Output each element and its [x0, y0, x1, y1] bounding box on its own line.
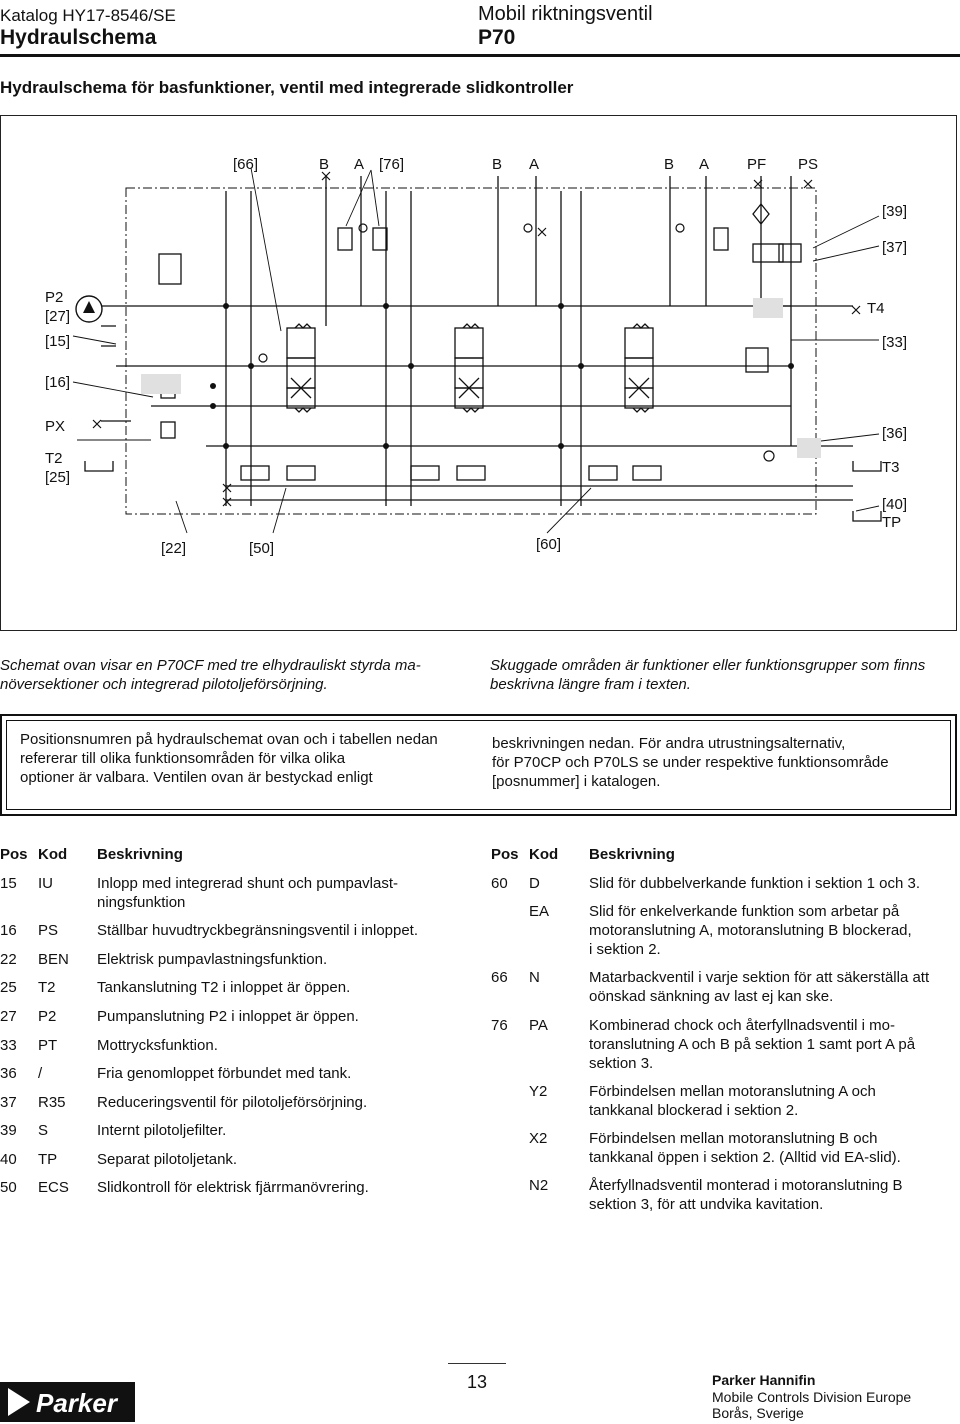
table-row-kod: TP	[38, 1151, 58, 1168]
table-row-kod: ECS	[38, 1179, 69, 1196]
label-66: [66]	[233, 156, 259, 173]
table-row-pos: 36	[0, 1065, 17, 1082]
section-name: Hydraulschema	[0, 26, 157, 49]
label-33: [33]	[882, 334, 908, 351]
table-row-desc: sektion 3, för att undvika kavitation.	[589, 1196, 824, 1213]
info-line: refererar till olika funktionsområden för vilka olika	[20, 750, 346, 767]
page-number: 13	[466, 1372, 488, 1392]
table-row-pos: 76	[491, 1017, 508, 1034]
table-row-kod: P2	[38, 1008, 57, 1025]
table-row-desc: Återfyllnadsventil monterad i motoranslutning B	[589, 1177, 903, 1194]
table-row-desc: Internt pilotoljefilter.	[97, 1122, 227, 1139]
table-row-pos: 15	[0, 875, 17, 892]
table-row-kod: /	[38, 1065, 43, 1082]
label-36: [36]	[882, 425, 908, 442]
table-row-desc: tankkanal blockerad i sektion 2.	[589, 1102, 799, 1119]
caption-right-line: beskrivna längre fram i texten.	[490, 676, 691, 693]
table-row-kod: EA	[529, 903, 550, 920]
table-row-pos: 40	[0, 1151, 17, 1168]
label-b-1: B	[319, 156, 330, 173]
caption-left	[0, 656, 470, 694]
label-15: [15]	[45, 333, 71, 350]
table-left-header-kod: Kod	[38, 846, 68, 863]
label-t2: T2	[45, 450, 63, 467]
table-row-pos: 66	[491, 969, 508, 986]
info-text-left	[20, 730, 470, 787]
catalog-number: Katalog HY17-8546/SE	[0, 6, 176, 25]
label-25: [25]	[45, 469, 71, 486]
table-row-desc: Elektrisk pumpavlastningsfunktion.	[97, 951, 328, 968]
table-left-header-pos: Pos	[0, 846, 28, 863]
table-right-header-kod: Kod	[529, 846, 559, 863]
info-box	[0, 714, 957, 816]
schematic-frame	[0, 115, 957, 631]
label-a-3: A	[699, 156, 710, 173]
table-row-desc: motoranslutning A, motoranslutning B blockerad,	[589, 922, 912, 939]
table-row-desc: Slidkontroll för elektrisk fjärrmanövrering.	[97, 1179, 369, 1196]
table-row-desc: Förbindelsen mellan motoranslutning B och	[589, 1130, 878, 1147]
table-row-desc: ningsfunktion	[97, 894, 186, 911]
table-row-pos: 25	[0, 979, 17, 996]
parker-logo	[0, 1378, 135, 1424]
table-row-pos: 16	[0, 922, 17, 939]
label-37: [37]	[882, 239, 908, 256]
caption-left-line: Schemat ovan visar en P70CF med tre elhydrauliskt styrda ma-	[0, 657, 421, 674]
info-line: [posnummer] i katalogen.	[492, 773, 661, 790]
caption-left-line: növersektioner och integrerad pilotoljeförsörjning.	[0, 676, 328, 693]
label-t4: T4	[867, 300, 885, 317]
label-a-1: A	[354, 156, 365, 173]
table-row-kod: IU	[38, 875, 53, 892]
table-row-pos: 22	[0, 951, 17, 968]
table-row-desc: Inlopp med integrerad shunt och pumpavlast-	[97, 875, 399, 892]
table-row-desc: Matarbackventil i varje sektion för att säkerställa att	[589, 969, 930, 986]
page-number-box	[448, 1363, 506, 1398]
table-left-header-desc: Beskrivning	[97, 846, 183, 863]
label-tp: TP	[882, 514, 902, 531]
table-row-desc: Reduceringsventil för pilotoljeförsörjning.	[97, 1094, 368, 1111]
label-22: [22]	[161, 540, 187, 557]
label-60: [60]	[536, 536, 562, 553]
label-76: [76]	[379, 156, 405, 173]
table-row-desc: Fria genomloppet förbundet med tank.	[97, 1065, 352, 1082]
label-px: PX	[45, 418, 66, 435]
info-line: beskrivningen nedan. För andra utrustningsalternativ,	[492, 735, 846, 752]
table-row-desc: Pumpanslutning P2 i inloppet är öppen.	[97, 1008, 359, 1025]
label-t3: T3	[882, 459, 900, 476]
table-row-pos: 27	[0, 1008, 17, 1025]
parker-logo-wordmark: Parker	[36, 1388, 117, 1418]
table-row-desc: Ställbar huvudtryckbegränsningsventil i inloppet.	[97, 922, 419, 939]
table-row-kod: X2	[529, 1130, 548, 1147]
table-row-kod: PS	[38, 922, 59, 939]
table-row-kod: Y2	[529, 1083, 548, 1100]
label-50: [50]	[249, 540, 275, 557]
table-row-desc: Separat pilotoljetank.	[97, 1151, 238, 1168]
table-right-header-pos: Pos	[491, 846, 519, 863]
table-row-desc: toranslutning A och B på sektion 1 samt port A på	[589, 1036, 916, 1053]
label-39: [39]	[882, 203, 908, 220]
table-row-kod: R35	[38, 1094, 66, 1111]
hydraulic-schematic	[1, 116, 956, 630]
table-row-desc: Slid för dubbelverkande funktion i sektion 1 och 3.	[589, 875, 921, 892]
label-b-2: B	[492, 156, 503, 173]
table-row-desc: Kombinerad chock och återfyllnadsventil i mo-	[589, 1017, 895, 1034]
caption-right-line: Skuggade områden är funktioner eller funktionsgrupper som finns	[490, 657, 926, 674]
table-row-kod: D	[529, 875, 540, 892]
table-row-kod: N2	[529, 1177, 549, 1194]
label-a-2: A	[529, 156, 540, 173]
page-title: Hydraulschema för basfunktioner, ventil med integrerade slidkontroller	[0, 78, 574, 97]
footer-city: Borås, Sverige	[712, 1405, 804, 1421]
table-row-kod: S	[38, 1122, 49, 1139]
table-row-desc: oönskad sänkning av last ej kan ske.	[589, 988, 834, 1005]
table-row-pos: 50	[0, 1179, 17, 1196]
label-27: [27]	[45, 308, 71, 325]
info-line: Positionsnumren på hydraulschemat ovan och i tabellen nedan	[20, 731, 438, 748]
table-row-pos: 60	[491, 875, 508, 892]
footer-company: Parker Hannifin	[712, 1372, 816, 1388]
info-line: för P70CP och P70LS se under respektive funktionsområde	[492, 754, 889, 771]
info-line: optioner är valbara. Ventilen ovan är bestyckad enligt	[20, 769, 373, 786]
table-row-pos: 33	[0, 1037, 17, 1054]
table-row-desc: i sektion 2.	[589, 941, 661, 958]
table-row-desc: tankkanal öppen i sektion 2. (Alltid vid EA-slid).	[589, 1149, 901, 1166]
table-row-desc: Mottrycksfunktion.	[97, 1037, 218, 1054]
table-right-header-desc: Beskrivning	[589, 846, 675, 863]
table-row-kod: T2	[38, 979, 56, 996]
caption-right	[490, 656, 960, 694]
footer-division: Mobile Controls Division Europe	[712, 1389, 912, 1405]
table-row-kod: N	[529, 969, 540, 986]
label-ps: PS	[798, 156, 819, 173]
product-model: P70	[478, 26, 516, 49]
table-row-kod: PT	[38, 1037, 58, 1054]
table-row-pos: 39	[0, 1122, 17, 1139]
label-p2: P2	[45, 289, 64, 306]
label-16: [16]	[45, 374, 71, 391]
table-row-desc: sektion 3.	[589, 1055, 654, 1072]
label-b-3: B	[664, 156, 675, 173]
label-pf: PF	[747, 156, 767, 173]
table-row-kod: BEN	[38, 951, 69, 968]
info-text-right	[492, 734, 942, 791]
table-row-desc: Tankanslutning T2 i inloppet är öppen.	[97, 979, 351, 996]
table-row-desc: Slid för enkelverkande funktion som arbetar på	[589, 903, 900, 920]
label-40: [40]	[882, 496, 908, 513]
table-row-pos: 37	[0, 1094, 17, 1111]
product-name: Mobil riktningsventil	[478, 3, 653, 25]
table-row-kod: PA	[529, 1017, 548, 1034]
header-rule	[0, 54, 960, 57]
table-row-desc: Förbindelsen mellan motoranslutning A och	[589, 1083, 876, 1100]
